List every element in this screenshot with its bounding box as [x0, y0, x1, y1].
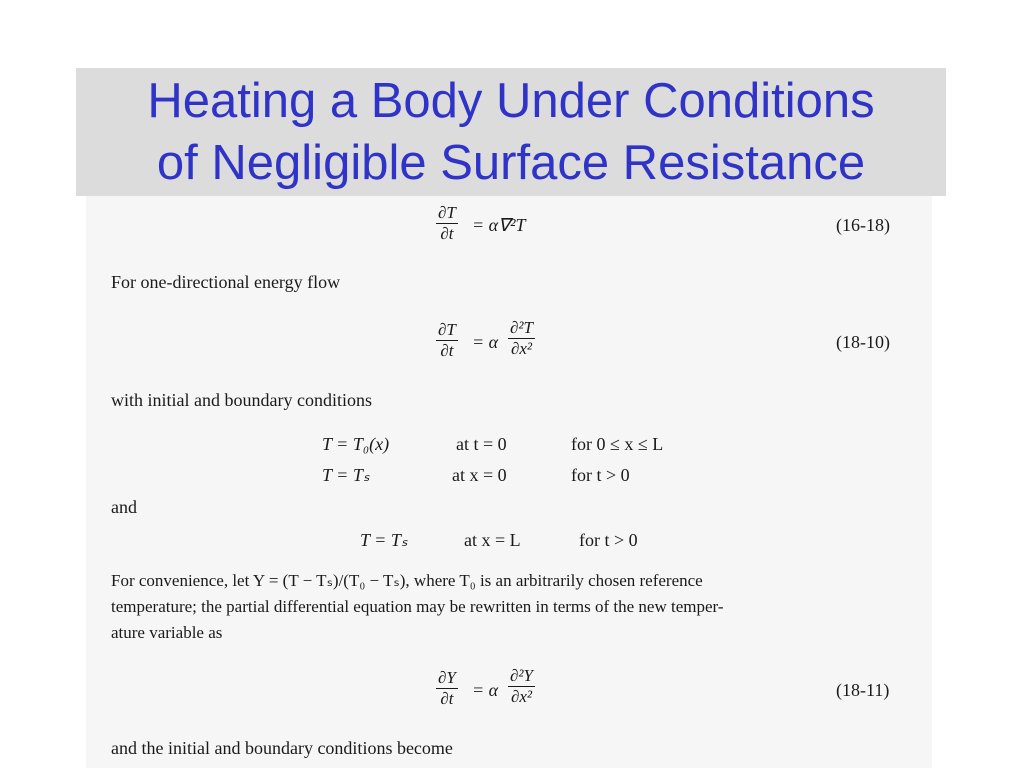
eq3-lhs-fraction [436, 668, 458, 709]
convenience-paragraph [111, 568, 911, 646]
condition-2-for: for t > 0 [571, 465, 630, 485]
eq3-rhs-numerator: ∂²Y [510, 666, 533, 685]
eq1-lhs-denominator: ∂t [440, 224, 454, 243]
eq2-rhs-prefix: = α [472, 332, 499, 352]
eq1-rhs: = α∇²T [472, 215, 526, 235]
eq1-number: (16-18) [836, 215, 890, 235]
condition-1-for: for 0 ≤ x ≤ L [571, 434, 664, 454]
condition-3-at: at x = L [464, 530, 521, 550]
eq3-lhs-numerator: ∂Y [438, 668, 456, 687]
condition-1-at: at t = 0 [456, 434, 507, 454]
eq2-rhs-numerator: ∂²T [510, 318, 533, 337]
text-final: and the initial and boundary conditions become [111, 738, 453, 758]
text-with-conditions: with initial and boundary conditions [111, 390, 372, 410]
condition-3-for: for t > 0 [579, 530, 638, 550]
eq1-lhs-numerator: ∂T [438, 203, 456, 222]
condition-3-equation: T = Tₛ [360, 530, 408, 550]
text-one-directional: For one-directional energy flow [111, 272, 341, 292]
eq2-lhs-numerator: ∂T [438, 320, 456, 339]
slide-title [76, 70, 946, 194]
eq3-rhs-denominator: ∂x² [510, 687, 532, 706]
slide-title-line-1: Heating a Body Under Conditions [147, 74, 875, 128]
eq3-rhs-fraction [508, 666, 535, 707]
condition-2-at: at x = 0 [452, 465, 507, 485]
eq3-lhs-denominator: ∂t [440, 689, 454, 708]
eq2-rhs-denominator: ∂x² [510, 339, 532, 358]
convenience-line-3: ature variable as [111, 623, 223, 642]
convenience-line-1: For convenience, let Y = (T − Tₛ)/(T₀ − Tₛ), where T₀ is an arbitrarily chosen reference [111, 571, 703, 590]
slide-title-line-2: of Negligible Surface Resistance [156, 136, 866, 190]
convenience-line-2: temperature; the partial differential equation may be rewritten in terms of the new temper- [111, 597, 724, 616]
text-and: and [111, 497, 137, 517]
eq2-rhs-fraction [508, 318, 535, 359]
eq3-rhs-prefix: = α [472, 680, 499, 700]
eq3-number: (18-11) [836, 680, 890, 700]
eq2-number: (18-10) [836, 332, 890, 352]
eq2-lhs-denominator: ∂t [440, 341, 454, 360]
condition-1-equation: T = T₀(x) [322, 434, 390, 454]
eq1-lhs-fraction [436, 203, 458, 244]
eq2-lhs-fraction [436, 320, 458, 361]
condition-2-equation: T = Tₛ [322, 465, 370, 485]
